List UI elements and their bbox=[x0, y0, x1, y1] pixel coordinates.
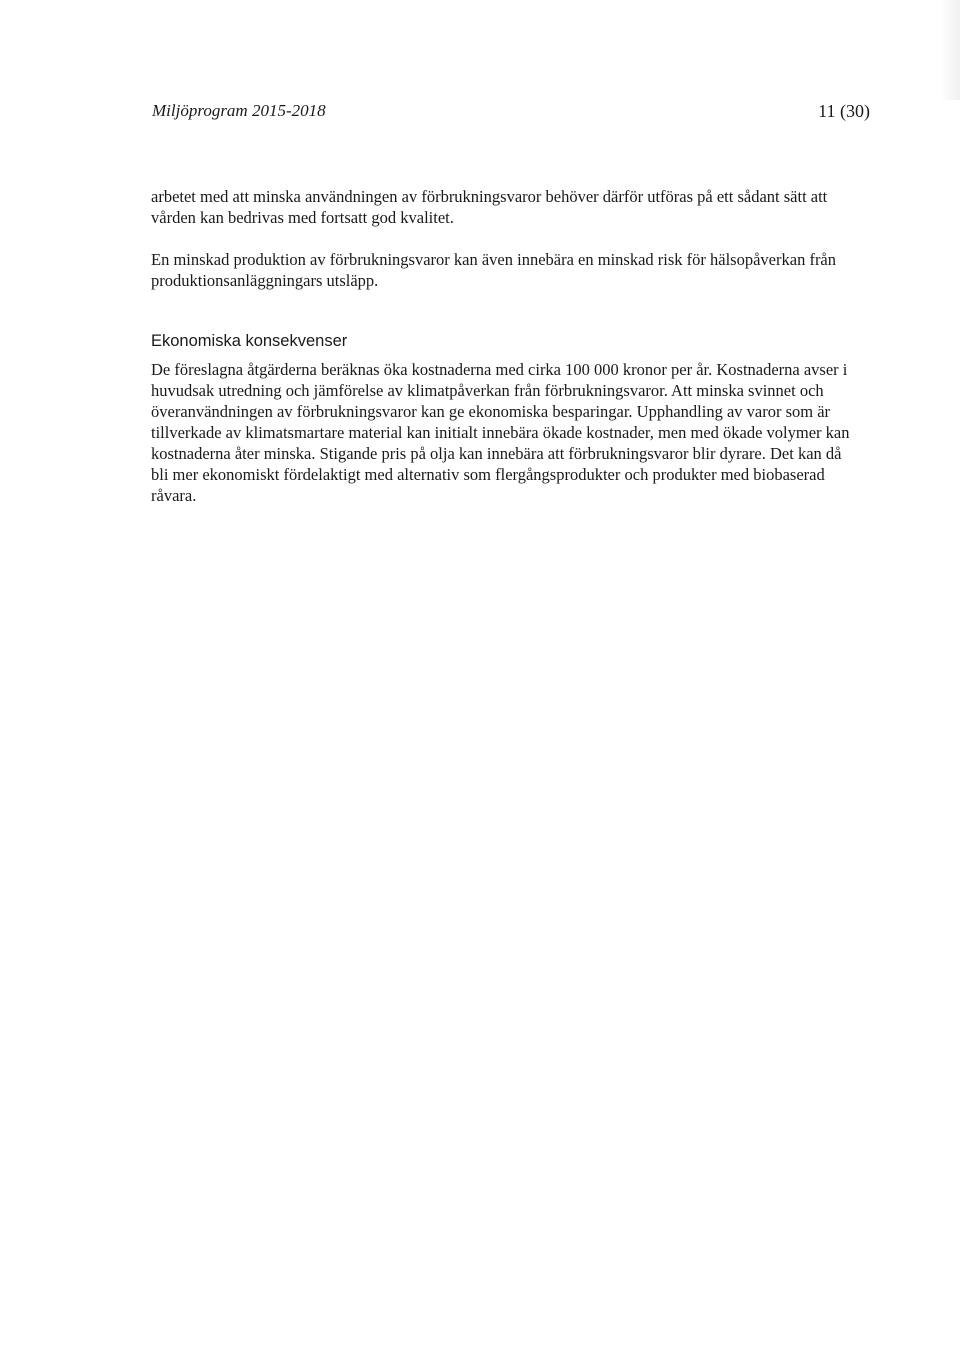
section-heading: Ekonomiska konsekvenser bbox=[151, 332, 348, 350]
paragraph: En minskad produktion av förbrukningsvaror kan även innebära en minskad risk för hälsopåverkan från produktionsanläggningars utsläpp. bbox=[151, 250, 837, 290]
page-number: 11 (30) bbox=[818, 101, 870, 121]
page-header bbox=[152, 100, 870, 130]
paragraph: arbetet med att minska användningen av förbrukningsvaror behöver därför utföras på ett sådant sätt att vården kan bedrivas med fortsatt god kvalitet. bbox=[151, 187, 828, 227]
scan-edge-shadow bbox=[940, 0, 960, 100]
paragraph: De föreslagna åtgärderna beräknas öka kostnaderna med cirka 100 000 kronor per år. Kostnaderna avser i huvudsak utredning och jämförelse av klimatpåverkan från förbrukningsvaror. Att minska svinnet och överanvändningen av förbrukningsvaror kan ge ekonomiska besparingar. Upphandling av varor som är tillverkade av klimatsmartare material kan initialt innebära ökade kostnader, men med ökade volymer kan kostnaderna åter minska. Stigande pris på olja kan innebära att förbrukningsvaror blir dyrare. Det kan då bli mer ekonomiskt fördelaktigt med alternativ som flergångsprodukter och produkter med biobaserad råvara. bbox=[151, 360, 850, 505]
document-title: Miljöprogram 2015-2018 bbox=[152, 101, 326, 120]
